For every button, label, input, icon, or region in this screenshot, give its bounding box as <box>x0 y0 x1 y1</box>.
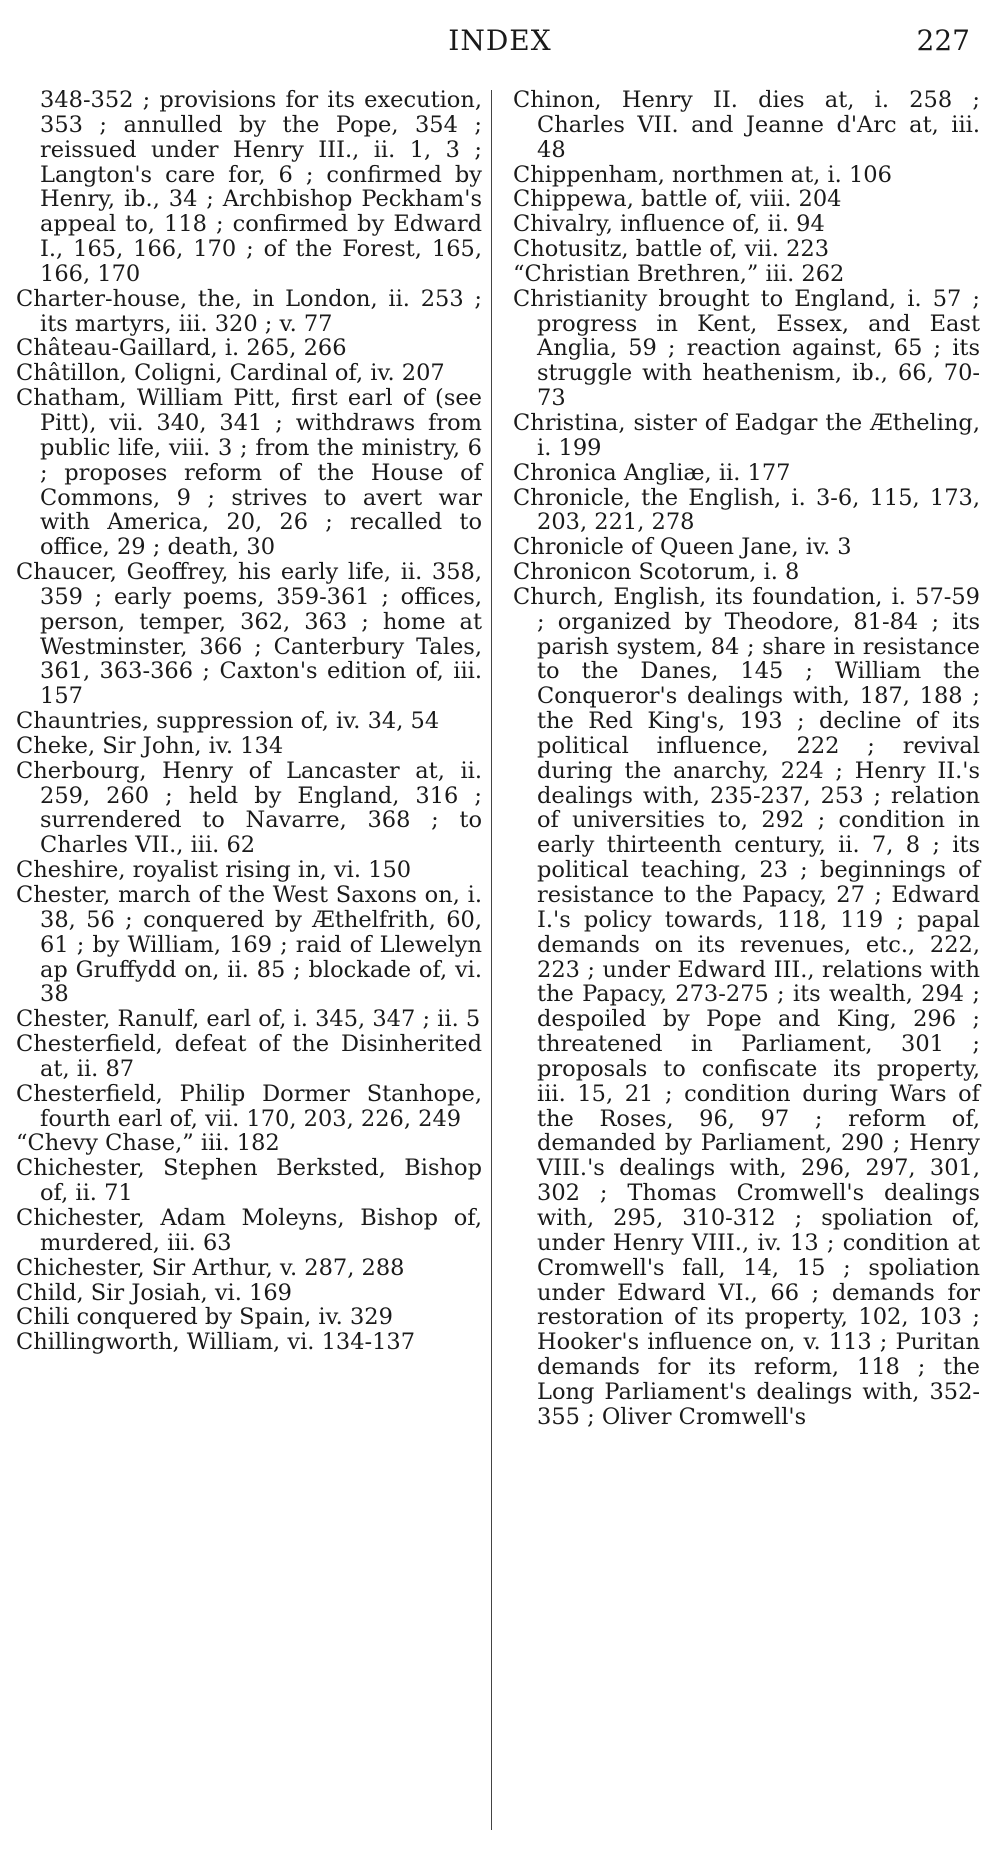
page-header <box>0 24 1000 64</box>
index-entry: Cheshire, royalist rising in, vi. 150 <box>16 857 412 884</box>
page-number: 227 <box>916 24 970 57</box>
index-entry: Chester, Ranulf, earl of, i. 345, 347 ; ii. 5 <box>16 1006 481 1033</box>
index-entry: “Chevy Chase,” iii. 182 <box>16 1130 280 1157</box>
right-column <box>513 88 980 1430</box>
index-entry: Christina, sister of Eadgar the Ætheling, i. 199 <box>513 409 980 461</box>
index-entry: Christianity brought to England, i. 57 ; progress in Kent, Essex, and East Anglia, 59 ; reaction against, 65 ; its struggle with heathenism, ib., 66, 70-73 <box>513 285 980 412</box>
index-entry: Chippenham, northmen at, i. 106 <box>513 161 892 188</box>
index-entry: Chichester, Stephen Berksted, Bishop of, ii. 71 <box>16 1155 482 1207</box>
left-column <box>16 88 482 1355</box>
index-entry: Château-Gaillard, i. 265, 266 <box>16 335 347 362</box>
running-title: INDEX <box>448 24 552 57</box>
index-entry: Chronicle, the English, i. 3-6, 115, 173, 203, 221, 278 <box>513 484 980 536</box>
index-entry: Chichester, Adam Moleyns, Bishop of, murdered, iii. 63 <box>16 1204 482 1256</box>
index-entry: Chatham, William Pitt, first earl of (see Pitt), vii. 340, 341 ; withdraws from public life, viii. 3 ; from the ministry, 6 ; proposes reform of the House of Commons, 9 ; strives to avert war with America, 20, 26 ; recalled to office, 29 ; death, 30 <box>16 385 482 561</box>
index-entry: Chippewa, battle of, viii. 204 <box>513 186 842 213</box>
index-entry: Chesterfield, defeat of the Disinherited at, ii. 87 <box>16 1031 482 1082</box>
index-entry: Chili conquered by Spain, iv. 329 <box>16 1304 393 1331</box>
index-entry: Chillingworth, William, vi. 134-137 <box>16 1329 416 1356</box>
index-entry: Chesterfield, Philip Dormer Stanhope, fourth earl of, vii. 170, 203, 226, 249 <box>16 1080 482 1132</box>
index-entry: Cherbourg, Henry of Lancaster at, ii. 259, 260 ; held by England, 316 ; surrendered to Navarre, 368 ; to Charles VII., iii. 62 <box>16 757 482 859</box>
index-entry: 348-352 ; provisions for its execution, 353 ; annulled by the Pope, 354 ; reissued under Henry III., ii. 1, 3 ; Langton's care for, 6 ; confirmed by Henry, ib., 34 ; Archbishop Peckham's appeal to, 118 ; confirmed by Edward I., 165, 166, 170 ; of the Forest, 165, 166, 170 <box>40 87 482 287</box>
index-entry: Châtillon, Coligni, Cardinal of, iv. 207 <box>16 360 445 387</box>
index-entry: Chronicle of Queen Jane, iv. 3 <box>513 534 852 561</box>
index-entry: Child, Sir Josiah, vi. 169 <box>16 1279 292 1306</box>
index-entry: Chronica Angliæ, ii. 177 <box>513 459 791 486</box>
index-entry: Chester, march of the West Saxons on, i. 38, 56 ; conquered by Æthelfrith, 60, 61 ; by William, 169 ; raid of Llewelyn ap Gruffydd on, ii. 85 ; blockade of, vi. 38 <box>16 882 482 1008</box>
index-entry: Chinon, Henry II. dies at, i. 258 ; Charles VII. and Jeanne d'Arc at, iii. 48 <box>513 87 980 163</box>
index-entry: Church, English, its foundation, i. 57-59 ; organized by Theodore, 81-84 ; its parish system, 84 ; share in resistance to the Danes, 145 ; William the Conqueror's dealings with, 187, 188 ; the Red King's, 193 ; decline of its political influence, 222 ; revival during the anarchy, 224 ; Henry II.'s dealings with, 235-237, 253 ; relation of universities to, 292 ; condition in early thirteenth century, ii. 7, 8 ; its political teaching, 23 ; beginnings of resistance to the Papacy, 27 ; Edward I.'s policy towards, 118, 119 ; papal demands on its revenues, etc., 222, 223 ; under Edward III., relations with the Papacy, 273-275 ; its wealth, 294 ; despoiled by Pope and King, 296 ; threatened in Parliament, 301 ; proposals to confiscate its property, iii. 15, 21 ; condition during Wars of the Roses, 96, 97 ; reform of, demanded by Parliament, 290 ; Henry VIII.'s dealings with, 296, 297, 301, 302 ; Thomas Cromwell's dealings with, 295, 310-312 ; spoliation of, under Henry VIII., iv. 13 ; condition at Cromwell's fall, 14, 15 ; spoliation under Edward VI., 66 ; demands for restoration of its property, 102, 103 ; Hooker's influence on, v. 113 ; Puritan demands for its reform, 118 ; the Long Parliament's dealings with, 352-355 ; Oliver Cromwell's <box>513 583 980 1430</box>
index-entry: Chivalry, influence of, ii. 94 <box>513 211 825 238</box>
column-divider <box>491 90 492 1830</box>
index-entry: Chichester, Sir Arthur, v. 287, 288 <box>16 1254 405 1281</box>
index-entry: Chauntries, suppression of, iv. 34, 54 <box>16 708 440 735</box>
index-entry: Cheke, Sir John, iv. 134 <box>16 732 284 759</box>
index-entry: “Christian Brethren,” iii. 262 <box>513 260 845 287</box>
index-entry: Charter-house, the, in London, ii. 253 ; its martyrs, iii. 320 ; v. 77 <box>16 285 482 337</box>
index-entry: Chotusitz, battle of, vii. 223 <box>513 236 830 263</box>
index-entry: Chaucer, Geoffrey, his early life, ii. 358, 359 ; early poems, 359-361 ; offices, person, temper, 362, 363 ; home at Westminster, 366 ; Canterbury Tales, 361, 363-366 ; Caxton's edition of, iii. 157 <box>16 559 482 710</box>
index-entry: Chronicon Scotorum, i. 8 <box>513 559 800 586</box>
